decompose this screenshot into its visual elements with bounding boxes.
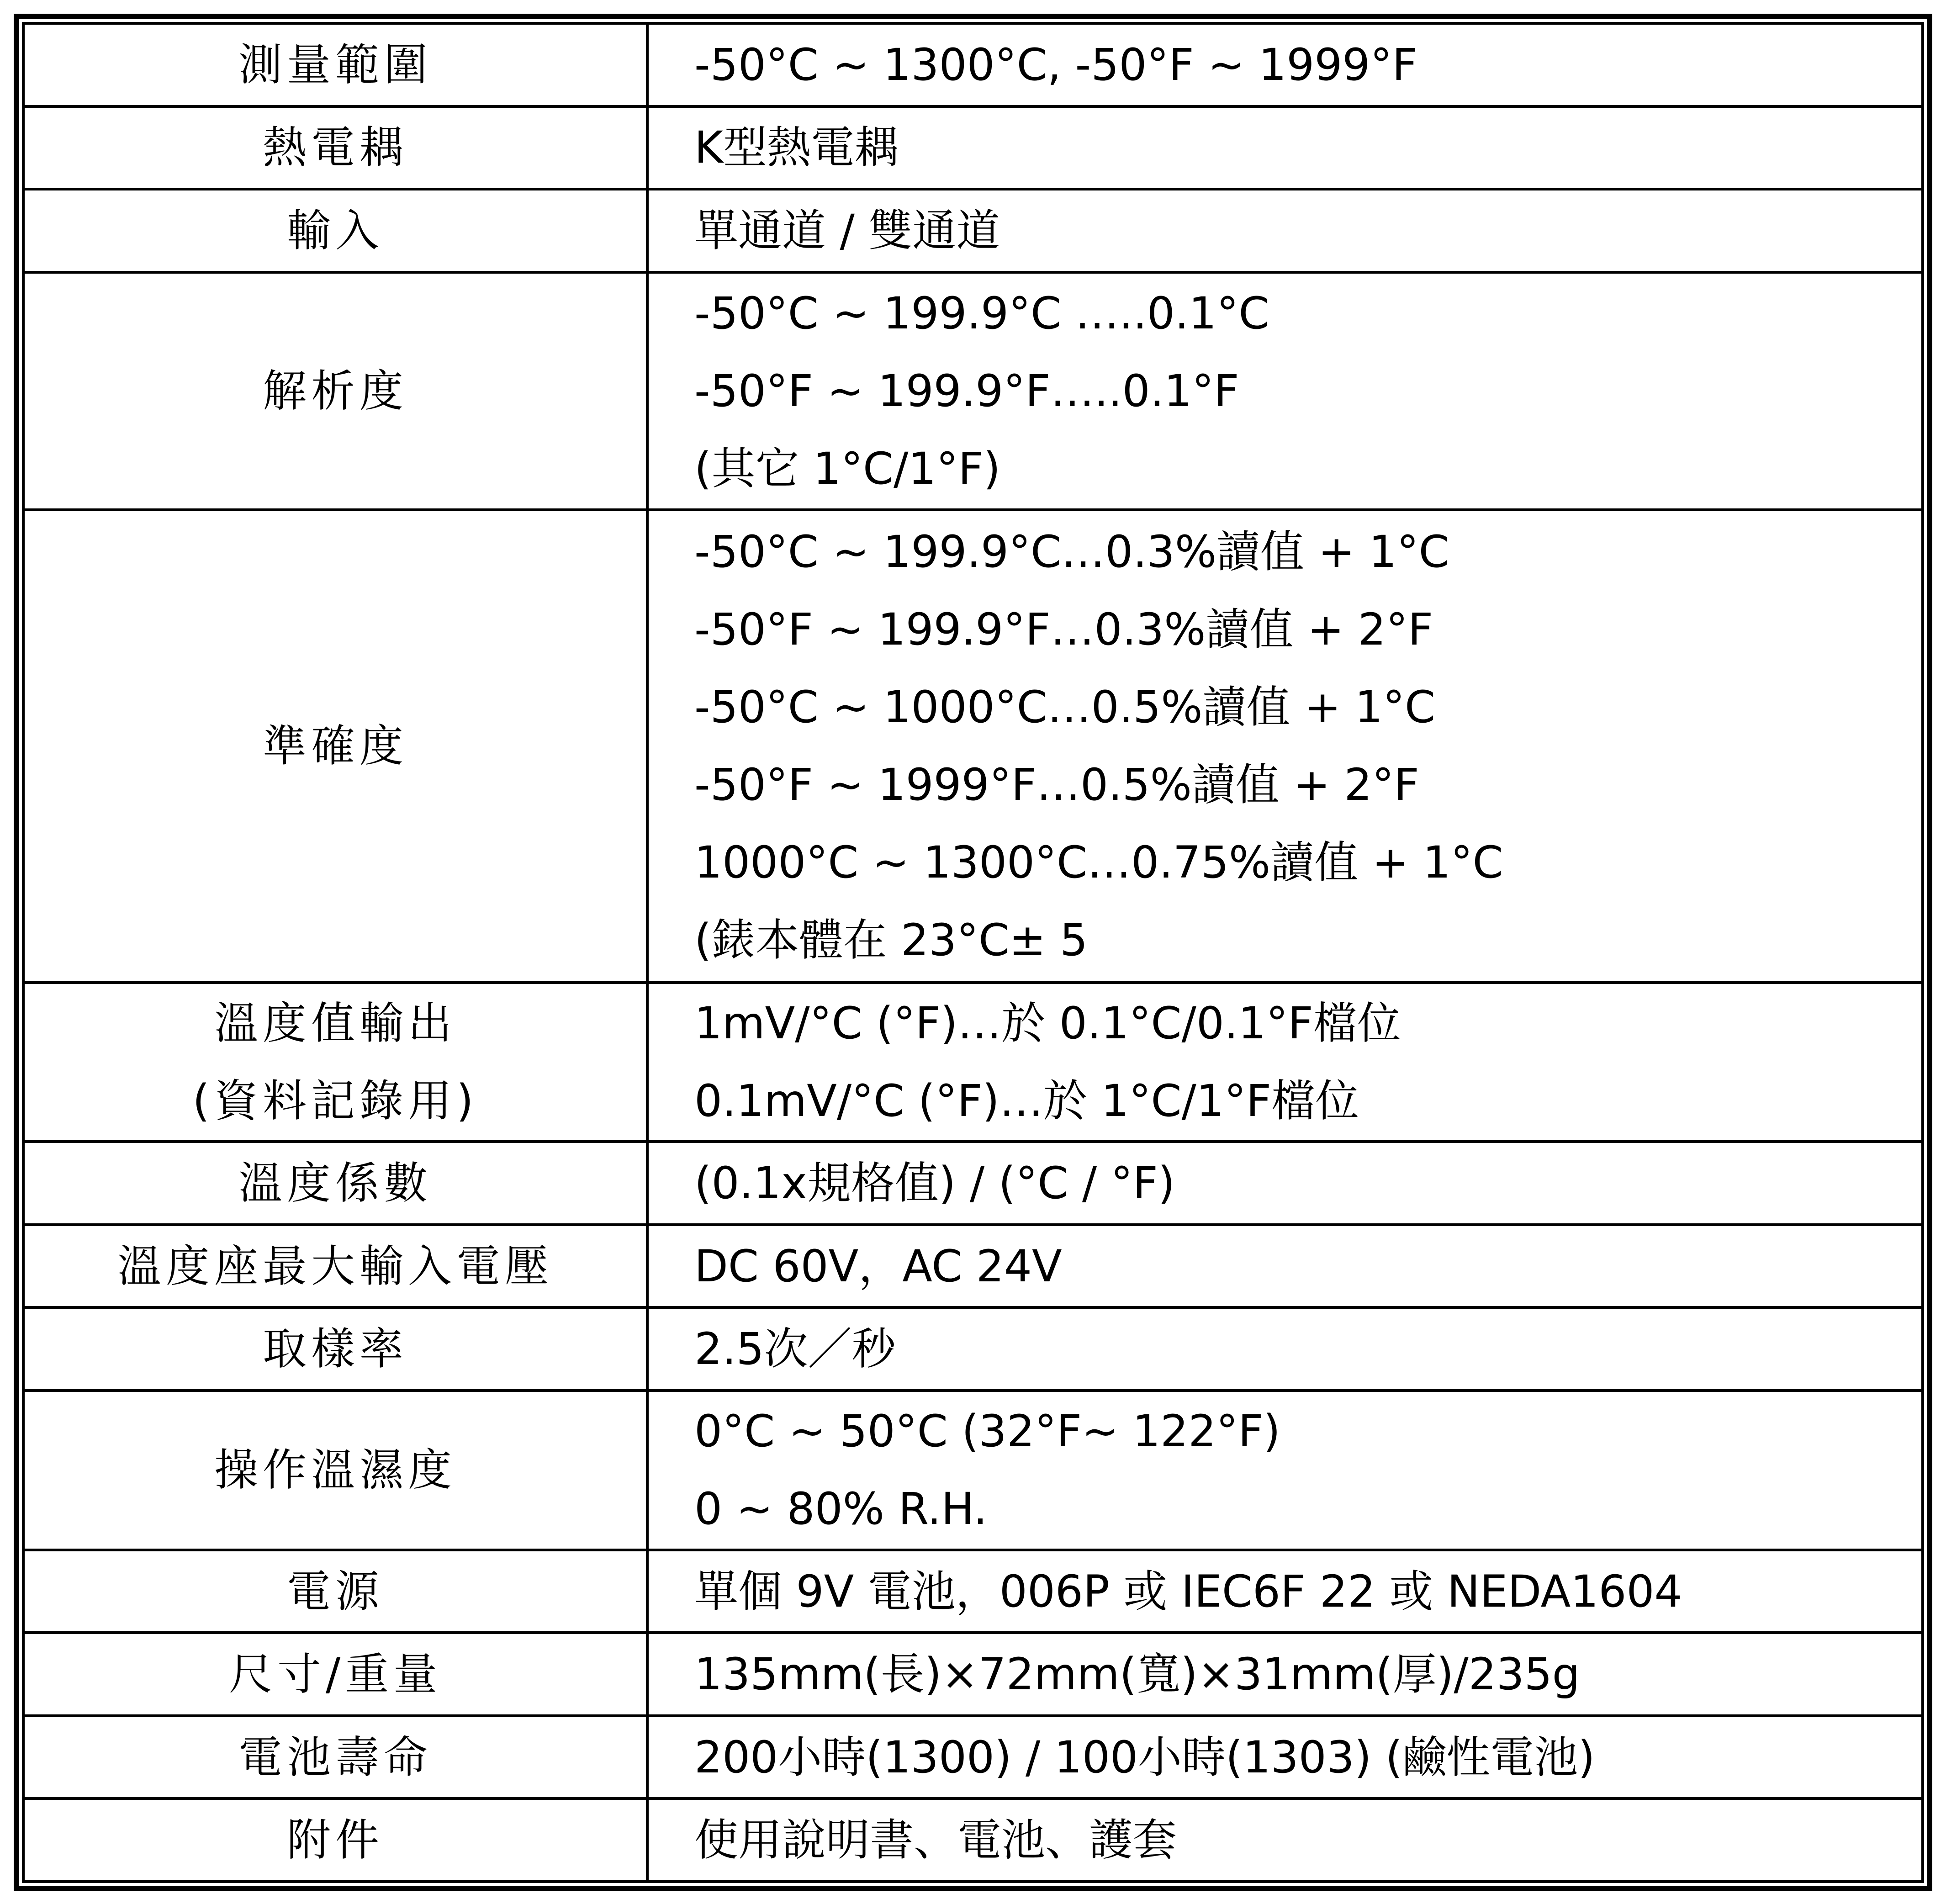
spec-value-line: -50°F ~ 199.9°F…..0.1°F <box>694 365 1239 417</box>
spec-label-cell <box>23 1716 647 1799</box>
spec-value-line: (0.1x規格值) / (°C / °F) <box>694 1158 1175 1209</box>
spec-value-line: K型熱電耦 <box>694 122 899 174</box>
spec-label: 解析度 <box>263 365 408 417</box>
spec-label-cell <box>23 106 647 190</box>
spec-value-line: -50°F ~ 1999°F…0.5%讀值 + 2°F <box>694 759 1419 811</box>
spec-table <box>22 22 1924 1883</box>
spec-value-line: -50°C ~ 199.9°C…0.3%讀值 + 1°C <box>694 526 1449 578</box>
table-row <box>23 1716 1923 1799</box>
spec-value-line: 0°C ~ 50°C (32°F~ 122°F) <box>694 1406 1280 1457</box>
spec-value-line: 1mV/°C (°F)…於 0.1°C/0.1°F檔位 <box>694 997 1401 1049</box>
spec-value-cell <box>647 272 1923 510</box>
spec-label: 輸入 <box>287 205 384 256</box>
spec-label: 附件 <box>287 1814 384 1866</box>
spec-label-cell <box>23 272 647 510</box>
spec-value-cell <box>647 983 1923 1142</box>
spec-label-cell <box>23 189 647 272</box>
spec-value-line: -50°C ~ 199.9°C …..0.1°C <box>694 287 1269 339</box>
spec-value-line: 單個 9V 電池，006P 或 IEC6F 22 或 NEDA1604 <box>694 1566 1682 1617</box>
spec-label-cell <box>23 1225 647 1308</box>
spec-label-cell <box>23 1633 647 1716</box>
spec-label: 準確度 <box>263 720 408 772</box>
spec-label: 操作溫濕度 <box>214 1444 456 1496</box>
table-row <box>23 983 1923 1142</box>
spec-value-line: (錶本體在 23°C± 5 <box>694 915 1088 966</box>
spec-label-cell <box>23 1550 647 1633</box>
table-row <box>23 1798 1923 1882</box>
spec-value-line: 0 ~ 80% R.H. <box>694 1483 988 1535</box>
spec-label-cell <box>23 1142 647 1225</box>
spec-value-cell <box>647 510 1923 983</box>
table-row <box>23 1307 1923 1391</box>
spec-label: 電源 <box>287 1566 384 1617</box>
table-row <box>23 23 1923 106</box>
spec-label-cell <box>23 1391 647 1550</box>
spec-value-cell <box>647 189 1923 272</box>
spec-value-cell <box>647 1633 1923 1716</box>
spec-value-cell <box>647 1391 1923 1550</box>
spec-value-cell <box>647 1716 1923 1799</box>
spec-label: 溫度值輸出 <box>214 997 456 1049</box>
spec-label-cell <box>23 1798 647 1882</box>
table-row <box>23 1142 1923 1225</box>
table-row <box>23 1550 1923 1633</box>
spec-value-line: 135mm(長)×72mm(寬)×31mm(厚)/235g <box>694 1649 1580 1700</box>
spec-value-line: 1000°C ~ 1300°C…0.75%讀值 + 1°C <box>694 837 1503 889</box>
spec-label: 熱電耦 <box>263 122 408 174</box>
spec-value-cell <box>647 1307 1923 1391</box>
spec-label-cell <box>23 983 647 1142</box>
spec-value-line: 200小時(1300) / 100小時(1303) (鹼性電池) <box>694 1731 1595 1783</box>
spec-label: 溫度係數 <box>238 1158 432 1209</box>
spec-value-line: 0.1mV/°C (°F)…於 1°C/1°F檔位 <box>694 1075 1359 1127</box>
spec-label: 溫度座最大輸入電壓 <box>117 1240 553 1292</box>
table-row <box>23 1225 1923 1308</box>
spec-value-line: -50°F ~ 199.9°F…0.3%讀值 + 2°F <box>694 604 1433 656</box>
spec-label: 測量範圍 <box>238 39 432 90</box>
table-row <box>23 510 1923 983</box>
table-row <box>23 1391 1923 1550</box>
spec-label: 取樣率 <box>263 1323 408 1375</box>
table-row <box>23 106 1923 190</box>
spec-value-cell <box>647 1550 1923 1633</box>
table-row <box>23 1633 1923 1716</box>
spec-label: 電池壽命 <box>238 1731 432 1783</box>
spec-value-line: -50°C ~ 1300°C, -50°F ~ 1999°F <box>694 39 1417 90</box>
spec-value-line: DC 60V，AC 24V <box>694 1240 1062 1292</box>
spec-value-cell <box>647 1142 1923 1225</box>
spec-value-line: 單通道 / 雙通道 <box>694 205 1000 256</box>
spec-value-cell <box>647 1225 1923 1308</box>
spec-value-line: (其它 1°C/1°F) <box>694 443 1001 494</box>
spec-label: (資料記錄用) <box>192 1075 478 1127</box>
spec-value-cell <box>647 23 1923 106</box>
spec-label-cell <box>23 1307 647 1391</box>
spec-value-line: -50°C ~ 1000°C…0.5%讀值 + 1°C <box>694 682 1436 733</box>
spec-value-line: 使用說明書、電池、護套 <box>694 1814 1177 1866</box>
table-row <box>23 272 1923 510</box>
spec-label-cell <box>23 510 647 983</box>
table-row <box>23 189 1923 272</box>
spec-table-frame <box>14 14 1932 1891</box>
spec-label-cell <box>23 23 647 106</box>
spec-label: 尺寸/重量 <box>228 1649 442 1700</box>
spec-value-cell <box>647 106 1923 190</box>
spec-value-line: 2.5次／秒 <box>694 1323 896 1375</box>
spec-value-cell <box>647 1798 1923 1882</box>
